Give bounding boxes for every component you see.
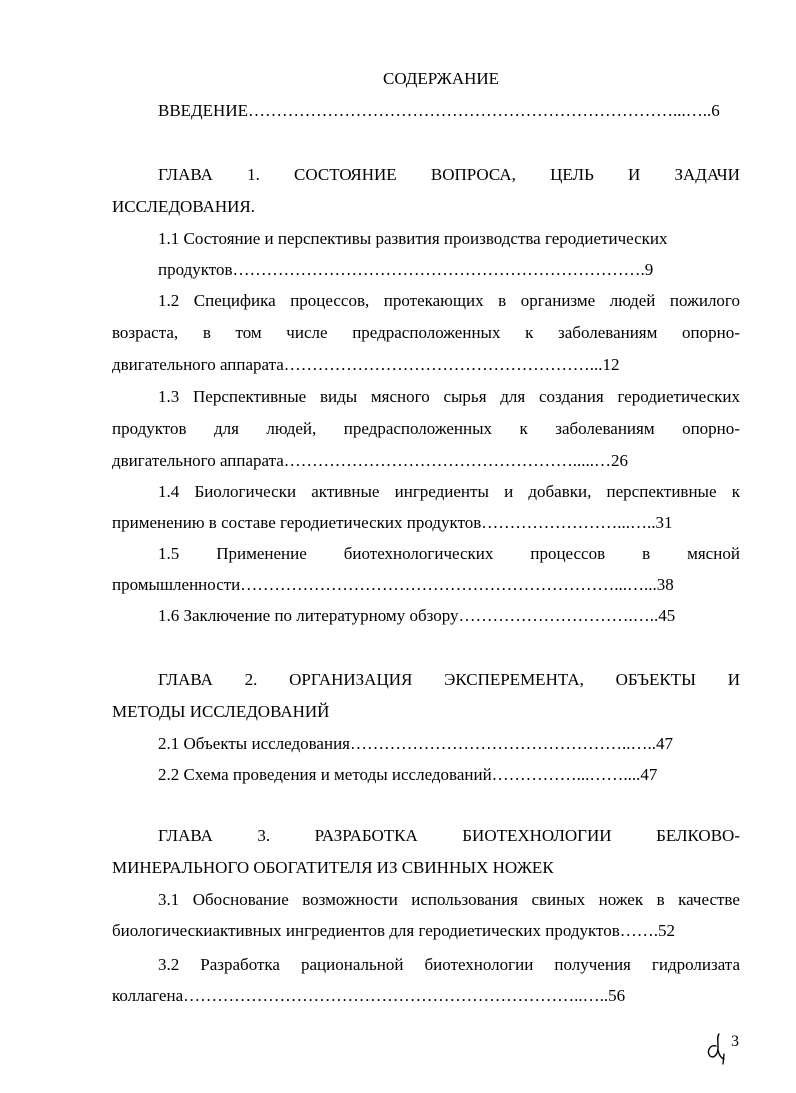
toc-entry-1-3-line3: двигательного аппарата…………………………………………….....…26: [112, 451, 629, 470]
chapter-1-heading-line2: ИССЛЕДОВАНИЯ.: [112, 197, 256, 216]
chapter-3-heading: ГЛАВА 3. РАЗРАБОТКА БИОТЕХНОЛОГИИ БЕЛКОВО-: [158, 826, 740, 845]
toc-entry-1-6: 1.6 Заключение по литературному обзору………………………….…..45: [158, 606, 676, 625]
chapter-2-heading: ГЛАВА 2. ОРГАНИЗАЦИЯ ЭКСПЕРЕМЕНТА, ОБЪЕКТЫ И: [158, 670, 740, 689]
chapter-1-heading: ГЛАВА 1. СОСТОЯНИЕ ВОПРОСА, ЦЕЛЬ И ЗАДАЧИ: [158, 165, 740, 184]
toc-entry-1-5-line1: 1.5 Применение биотехнологических процессов в мясной: [158, 544, 740, 563]
toc-entry-introduction: ВВЕДЕНИЕ…………………………………………………………………...…..6: [158, 101, 720, 120]
toc-entry-1-1-line2: продуктов……………………………………………………………….9: [158, 260, 654, 279]
toc-entry-1-2-line2: возраста, в том числе предрасположенных к заболеваниям опорно-: [112, 323, 740, 342]
toc-entry-1-3-line1: 1.3 Перспективные виды мясного сырья для создания геродиетических: [158, 387, 740, 406]
page-number: 3: [731, 1033, 739, 1050]
toc-entry-1-3-line2: продуктов для людей, предрасположенных к заболеваниям опорно-: [112, 419, 740, 438]
toc-entry-1-5-line2: промышленности…………………………………………………………...…...38: [112, 575, 674, 594]
toc-entry-2-1: 2.1 Объекты исследования…………………………………………..…..47: [158, 734, 673, 753]
toc-entry-2-2: 2.2 Схема проведения и методы исследований……………...……....47: [158, 765, 658, 784]
chapter-3-heading-line2: МИНЕРАЛЬНОГО ОБОГАТИТЕЛЯ ИЗ СВИННЫХ НОЖЕК: [112, 858, 554, 877]
page-title: СОДЕРЖАНИЕ: [383, 69, 500, 88]
toc-entry-1-2-line3: двигательного аппарата………………………………………………...12: [112, 355, 620, 374]
toc-entry-1-1-line1: 1.1 Состояние и перспективы развития производства геродиетических: [158, 229, 668, 248]
toc-entry-1-4-line2: применению в составе геродиетических продуктов……………………...…..31: [112, 513, 673, 532]
chapter-2-heading-line2: МЕТОДЫ ИССЛЕДОВАНИЙ: [112, 702, 330, 721]
toc-entry-3-2-line1: 3.2 Разработка рациональной биотехнологии получения гидролизата: [158, 955, 740, 974]
toc-entry-1-2-line1: 1.2 Специфика процессов, протекающих в организме людей пожилого: [158, 291, 740, 310]
toc-entry-3-2-line2: коллагена……………………………………………………………..…..56: [112, 986, 626, 1005]
toc-entry-3-1-line1: 3.1 Обоснование возможности использования свиных ножек в качестве: [158, 890, 740, 909]
toc-entry-3-1-line2: биологическиактивных ингредиентов для геродиетических продуктов…….52: [112, 921, 676, 940]
toc-entry-1-4-line1: 1.4 Биологически активные ингредиенты и добавки, перспективные к: [158, 482, 740, 501]
